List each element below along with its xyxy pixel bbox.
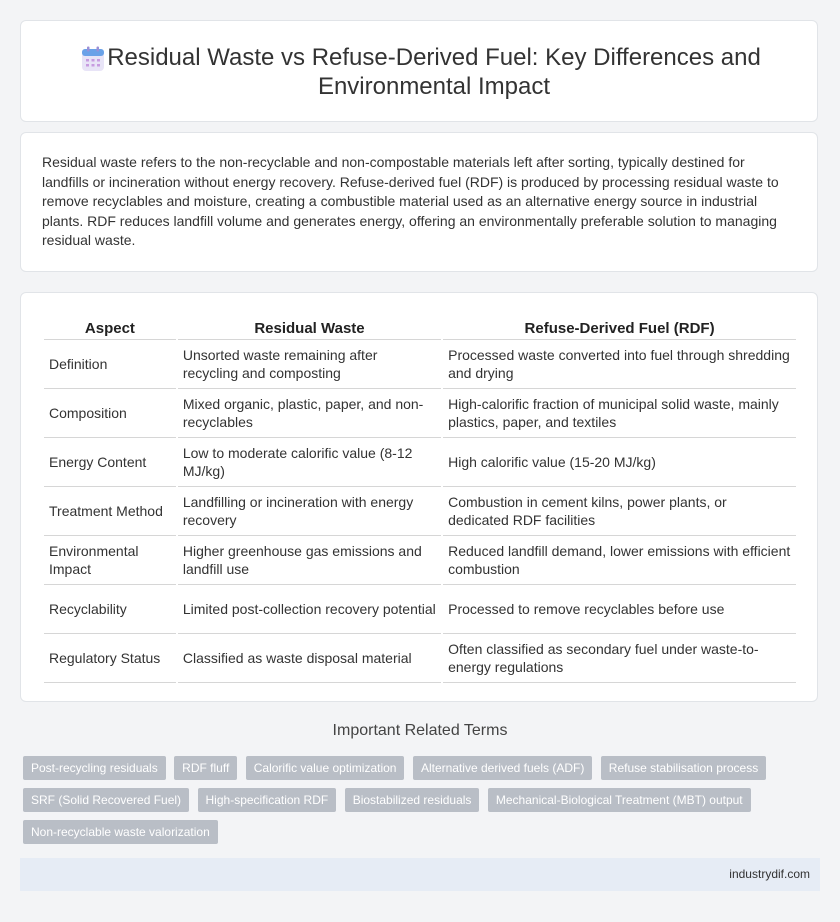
rdf-cell: Processed to remove recyclables before use bbox=[443, 585, 796, 634]
aspect-cell: Energy Content bbox=[44, 438, 176, 487]
table-row bbox=[44, 389, 796, 438]
residual-waste-cell: Limited post-collection recovery potential bbox=[178, 585, 441, 634]
header-card bbox=[20, 20, 818, 122]
footer-bar bbox=[20, 858, 820, 891]
table-row bbox=[44, 585, 796, 634]
related-term-tag[interactable]: High-specification RDF bbox=[198, 788, 337, 812]
related-term-tag[interactable]: SRF (Solid Recovered Fuel) bbox=[23, 788, 189, 812]
related-term-tag[interactable]: Non-recyclable waste valorization bbox=[23, 820, 218, 844]
related-term-tag[interactable]: Calorific value optimization bbox=[246, 756, 405, 780]
column-header-aspect: Aspect bbox=[44, 315, 176, 340]
related-term-tag[interactable]: Alternative derived fuels (ADF) bbox=[413, 756, 592, 780]
column-header-residual-waste: Residual Waste bbox=[178, 315, 441, 340]
table-row bbox=[44, 634, 796, 683]
related-term-tag[interactable]: Mechanical-Biological Treatment (MBT) output bbox=[488, 788, 751, 812]
rdf-cell: Combustion in cement kilns, power plants, or dedicated RDF facilities bbox=[443, 487, 796, 536]
comparison-card bbox=[20, 292, 818, 702]
table-row bbox=[44, 438, 796, 487]
footer-site-link[interactable]: industrydif.com bbox=[729, 867, 810, 881]
table-row bbox=[44, 487, 796, 536]
residual-waste-cell: Unsorted waste remaining after recycling and composting bbox=[178, 340, 441, 389]
residual-waste-cell: Classified as waste disposal material bbox=[178, 634, 441, 683]
intro-card bbox=[20, 132, 818, 272]
aspect-cell: Composition bbox=[44, 389, 176, 438]
comparison-table bbox=[42, 315, 798, 683]
related-term-tag[interactable]: Refuse stabilisation process bbox=[601, 756, 766, 780]
residual-waste-cell: Mixed organic, plastic, paper, and non-recyclables bbox=[178, 389, 441, 438]
intro-paragraph: Residual waste refers to the non-recyclable and non-compostable materials left after sorting, typically destined for landfills or incineration without energy recovery. Refuse-derived fuel (RDF) is produced by processing residual waste to remove recyclables and moisture, creating a combustible material used as an alternative energy source in industrial plants. RDF reduces landfill volume and generates energy, offering an environmentally preferable solution to managing residual waste. bbox=[42, 154, 779, 248]
residual-waste-cell: Landfilling or incineration with energy recovery bbox=[178, 487, 441, 536]
rdf-cell: High calorific value (15-20 MJ/kg) bbox=[443, 438, 796, 487]
page-title: Residual Waste vs Refuse-Derived Fuel: Key Differences and Environmental Impact bbox=[107, 44, 761, 100]
rdf-cell: High-calorific fraction of municipal solid waste, mainly plastics, paper, and textiles bbox=[443, 389, 796, 438]
related-term-tag[interactable]: Post-recycling residuals bbox=[23, 756, 166, 780]
residual-waste-cell: Higher greenhouse gas emissions and landfill use bbox=[178, 536, 441, 585]
residual-waste-cell: Low to moderate calorific value (8-12 MJ/kg) bbox=[178, 438, 441, 487]
aspect-cell: Environmental Impact bbox=[44, 536, 176, 585]
aspect-cell: Treatment Method bbox=[44, 487, 176, 536]
rdf-cell: Often classified as secondary fuel under waste-to-energy regulations bbox=[443, 634, 796, 683]
rdf-cell: Processed waste converted into fuel through shredding and drying bbox=[443, 340, 796, 389]
rdf-cell: Reduced landfill demand, lower emissions with efficient combustion bbox=[443, 536, 796, 585]
aspect-cell: Definition bbox=[44, 340, 176, 389]
related-term-tag[interactable]: Biostabilized residuals bbox=[345, 788, 480, 812]
related-term-tag[interactable]: RDF fluff bbox=[174, 756, 237, 780]
table-row bbox=[44, 340, 796, 389]
table-row bbox=[44, 536, 796, 585]
related-terms-list bbox=[23, 756, 813, 852]
table-header-row bbox=[44, 315, 796, 340]
related-terms-title: Important Related Terms bbox=[332, 722, 508, 739]
aspect-cell: Recyclability bbox=[44, 585, 176, 634]
aspect-cell: Regulatory Status bbox=[44, 634, 176, 683]
column-header-rdf: Refuse-Derived Fuel (RDF) bbox=[443, 315, 796, 340]
